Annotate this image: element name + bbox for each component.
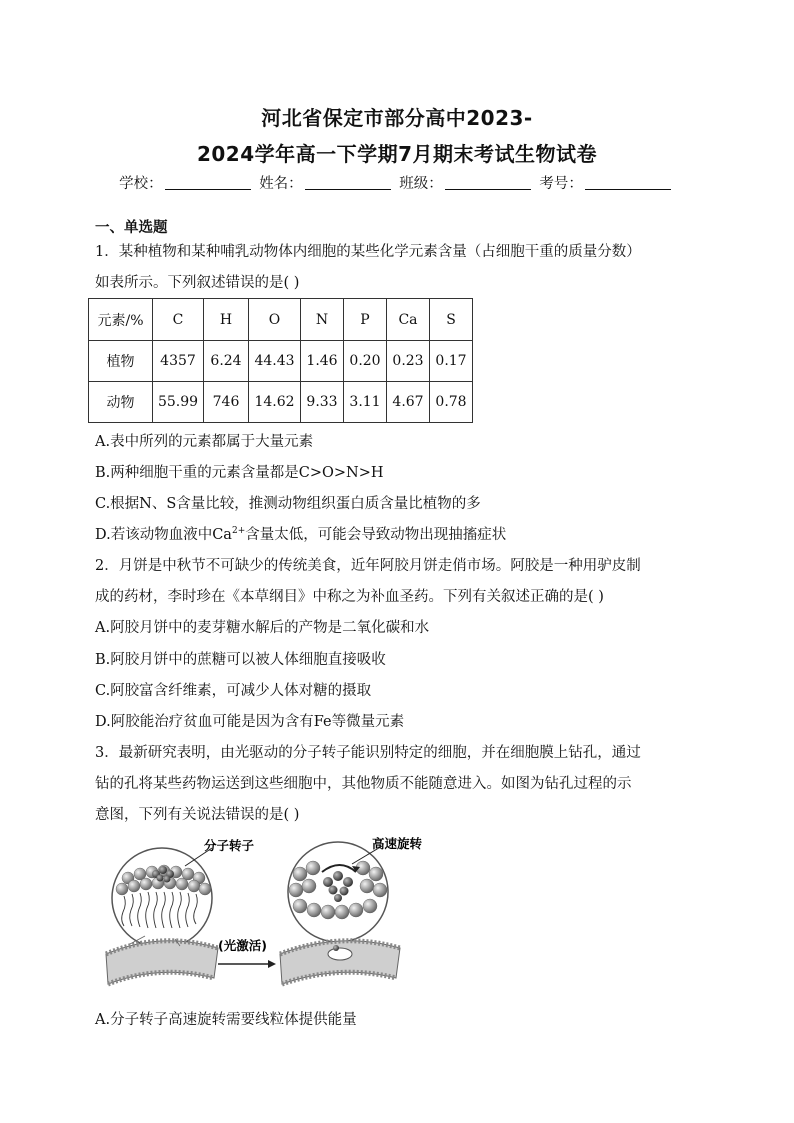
q2-stem-line1: 2．月饼是中秋节不可缺少的传统美食，近年阿胶月饼走俏市场。阿胶是一种用驴皮制	[95, 558, 641, 574]
table-cell: 3.11	[344, 382, 387, 423]
class-label: 班级：	[399, 176, 443, 192]
exam-no-label: 考号：	[539, 176, 583, 192]
q1-element-table	[88, 298, 473, 423]
table-cell: 9.33	[301, 382, 344, 423]
table-cell: 0.23	[387, 341, 430, 382]
q1-option-d-text-end: 含量太低，可能会导致动物出现抽搐症状	[245, 527, 507, 543]
activation-arrow	[218, 960, 276, 968]
table-cell: 元素/%	[89, 299, 153, 341]
q2-stem-line2: 成的药材，李时珍在《本草纲目》中称之为补血圣药。下列有关叙述正确的是( )	[95, 589, 604, 605]
school-label: 学校：	[119, 176, 163, 192]
label-light-activation: (光激活)	[218, 938, 267, 953]
left-membrane-sheet	[106, 936, 218, 984]
table-cell: H	[204, 299, 249, 341]
q1-option-a: A.表中所列的元素都属于大量元素	[95, 434, 314, 450]
table-cell: P	[344, 299, 387, 341]
table-cell: 1.46	[301, 341, 344, 382]
table-row	[89, 341, 473, 382]
q2-option-a: A.阿胶月饼中的麦芽糖水解后的产物是二氧化碳和水	[95, 620, 430, 636]
student-info-row	[0, 172, 794, 193]
q3-stem-line2: 钻的孔将某些药物运送到这些细胞中，其他物质不能随意进入。如图为钻孔过程的示	[95, 776, 632, 792]
table-cell: 4357	[153, 341, 204, 382]
table-cell: 746	[204, 382, 249, 423]
left-magnified-membrane	[112, 848, 212, 948]
q1-option-b: B.两种细胞干重的元素含量都是C>O>N>H	[95, 465, 384, 481]
q1-option-c: C.根据N、S含量比较，推测动物组织蛋白质含量比植物的多	[95, 496, 481, 512]
table-row	[89, 382, 473, 423]
doc-title-line1: 河北省保定市部分高中2023-	[261, 106, 533, 130]
table-cell: 植物	[89, 341, 153, 382]
table-cell: 0.78	[430, 382, 473, 423]
school-blank[interactable]	[165, 175, 251, 190]
table-cell: N	[301, 299, 344, 341]
q3-stem-line1: 3．最新研究表明，由光驱动的分子转子能识别特定的细胞，并在细胞膜上钻孔，通过	[95, 745, 641, 761]
doc-title-line2: 2024学年高一下学期7月期末考试生物试卷	[196, 142, 598, 166]
table-cell: 14.62	[249, 382, 301, 423]
table-cell: Ca	[387, 299, 430, 341]
q1-option-d-text: D.若该动物血液中Ca	[95, 527, 232, 543]
q2-option-c: C.阿胶富含纤维素，可减少人体对糖的摄取	[95, 683, 372, 699]
class-blank[interactable]	[445, 175, 531, 190]
q1-stem-line1: 1．某种植物和某种哺乳动物体内细胞的某些化学元素含量（占细胞干重的质量分数）	[95, 244, 641, 260]
name-label: 姓名：	[259, 176, 303, 192]
q3-option-a: A.分子转子高速旋转需要线粒体提供能量	[95, 1012, 357, 1028]
table-header-row	[89, 299, 473, 341]
q1-stem-line2: 如表所示。下列叙述错误的是( )	[95, 275, 300, 291]
name-blank[interactable]	[305, 175, 391, 190]
q1-option-d	[95, 523, 705, 544]
table-cell: 4.67	[387, 382, 430, 423]
membrane-diagram	[100, 836, 450, 996]
table-cell: O	[249, 299, 301, 341]
table-cell: 0.20	[344, 341, 387, 382]
q1-option-d-superscript: 2+	[231, 526, 246, 537]
table-cell: 55.99	[153, 382, 204, 423]
right-membrane-sheet	[280, 941, 400, 984]
label-high-speed-rotation: 高速旋转	[372, 836, 423, 851]
q3-stem-line3: 意图，下列有关说法错误的是( )	[95, 807, 300, 823]
table-cell: 动物	[89, 382, 153, 423]
table-cell: 6.24	[204, 341, 249, 382]
q2-option-d: D.阿胶能治疗贫血可能是因为含有Fe等微量元素	[95, 714, 405, 730]
section-heading: 一、单选题	[95, 220, 168, 236]
table-cell: S	[430, 299, 473, 341]
table-cell: C	[153, 299, 204, 341]
q3-molecular-rotor-figure	[100, 836, 450, 996]
label-molecular-rotor: 分子转子	[204, 838, 255, 853]
right-magnified-membrane	[288, 842, 388, 942]
exam-no-blank[interactable]	[585, 175, 671, 190]
table-cell: 0.17	[430, 341, 473, 382]
q2-option-b: B.阿胶月饼中的蔗糖可以被人体细胞直接吸收	[95, 652, 386, 668]
table-cell: 44.43	[249, 341, 301, 382]
